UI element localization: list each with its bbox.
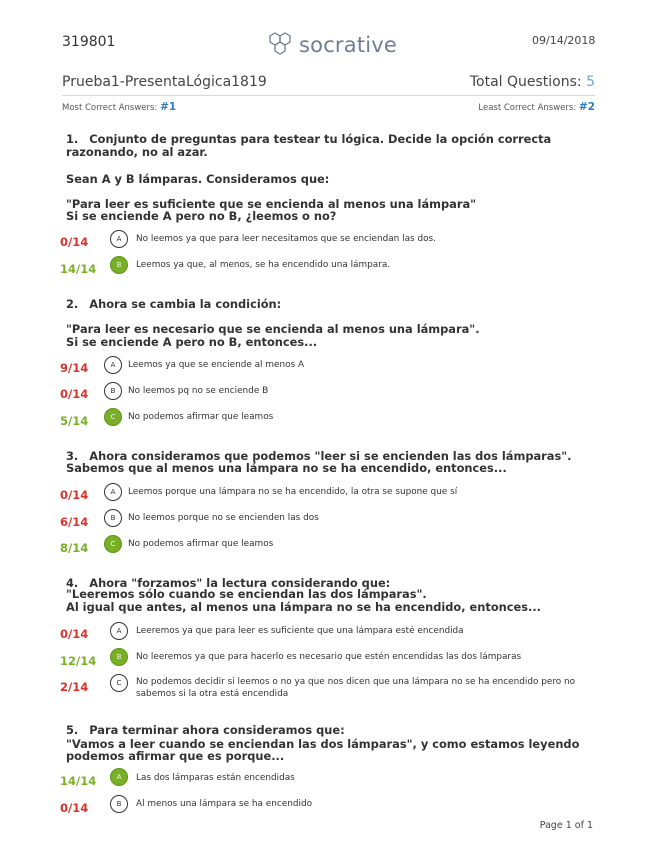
answer-option-text: Las dos lámparas están encendidas (136, 773, 295, 783)
answer-option-text: No podemos afirmar que leamos (128, 412, 274, 422)
answer-count: 14/14 (60, 262, 97, 276)
correct-answer-badge: B (110, 256, 128, 274)
question-number: 1. (66, 132, 79, 146)
answer-option-text: No leemos pq no se enciende B (128, 386, 269, 396)
correct-answer-badge: B (110, 648, 128, 666)
answer-letter-badge: A (110, 230, 128, 248)
question-number: 5. (66, 723, 79, 737)
question-4-line: Al igual que antes, al menos una lámpara no se ha encendido, entonces... (66, 600, 542, 614)
answer-letter-badge: A (104, 356, 122, 374)
answer-letter-badge: B (110, 795, 128, 813)
correct-answer-badge: A (110, 768, 128, 786)
brand-logo (266, 30, 397, 60)
answer-count: 2/14 (60, 680, 89, 694)
page-number: Page 1 of 1 (539, 820, 593, 831)
question-2-text (66, 298, 586, 311)
least-correct-value: #2 (578, 101, 595, 113)
answer-count: 6/14 (60, 515, 89, 529)
question-1-line: Si se enciende A pero no B, ¿leemos o no? (66, 209, 337, 223)
most-correct (62, 101, 176, 113)
answer-letter-badge: C (110, 674, 128, 692)
answer-letter-badge: A (104, 483, 122, 501)
question-3-line: Sabemos que al menos una lámpara no se ha encendido, entonces... (66, 461, 507, 475)
total-label: Total Questions: (469, 74, 582, 90)
answer-count: 0/14 (60, 387, 89, 401)
answer-count: 0/14 (60, 801, 89, 815)
correct-answer-badge: C (104, 535, 122, 553)
question-prompt: Ahora se cambia la condición: (89, 297, 282, 311)
question-number: 4. (66, 576, 79, 590)
answer-count: 0/14 (60, 235, 89, 249)
answer-count: 0/14 (60, 488, 89, 502)
hexagon-logo-icon (266, 30, 296, 60)
header-divider (62, 95, 595, 96)
answer-count: 5/14 (60, 414, 89, 428)
most-correct-value: #1 (160, 101, 177, 113)
question-1-line: Sean A y B lámparas. Consideramos que: (66, 172, 330, 186)
answer-count: 14/14 (60, 774, 97, 788)
answer-option-text: Leemos porque una lámpara no se ha encendido, la otra se supone que sí (128, 487, 458, 497)
answer-option-text: No podemos afirmar que leamos (128, 539, 274, 549)
answer-option-text: Leemos ya que, al menos, se ha encendido una lámpara. (136, 260, 391, 270)
report-id: 319801 (62, 34, 116, 50)
question-prompt: Ahora consideramos que podemos "leer si se encienden las dos lámparas". (89, 449, 572, 463)
most-correct-label: Most Correct Answers: (62, 103, 158, 113)
answer-count: 0/14 (60, 627, 89, 641)
answer-option-text: Al menos una lámpara se ha encendido (136, 799, 313, 809)
question-2-line: Si se enciende A pero no B, entonces... (66, 335, 318, 349)
answer-count: 9/14 (60, 361, 89, 375)
answer-option-text: Leemos ya que se enciende al menos A (128, 360, 305, 370)
question-5-line: "Vamos a leer cuando se enciendan las dos lámparas", y como estamos leyendo podemos afirmar que es porque... (66, 737, 580, 763)
answer-letter-badge: A (110, 622, 128, 640)
report-date: 09/14/2018 (532, 34, 596, 47)
answer-option-text: No podemos decidir si leemos o no ya que nos dicen que una lámpara no se ha encendido pero no sabemos si la otra está encendida (136, 677, 576, 699)
total-value: 5 (586, 74, 595, 90)
question-prompt: Conjunto de preguntas para testear tu lógica. Decide la opción correcta razonando, no al azar. (66, 132, 552, 159)
question-prompt: Para terminar ahora consideramos que: (89, 723, 345, 737)
total-questions (470, 74, 595, 90)
question-number: 2. (66, 297, 79, 311)
answer-count: 12/14 (60, 654, 97, 668)
answer-letter-badge: B (104, 382, 122, 400)
answer-option-text: No leemos ya que para leer necesitamos que se enciendan las dos. (136, 234, 436, 244)
answer-option-text: No leeremos ya que para hacerlo es necesario que estén encendidas las dos lámparas (136, 652, 522, 662)
question-5-text (66, 724, 586, 737)
least-correct-label: Least Correct Answers: (478, 103, 577, 113)
question-1-line: "Para leer es suficiente que se encienda al menos una lámpara" (66, 197, 477, 211)
answer-count: 8/14 (60, 541, 89, 555)
question-4-line: "Leeremos sólo cuando se enciendan las dos lámparas". (66, 587, 427, 601)
answer-letter-badge: B (104, 509, 122, 527)
brand-name: socrative (299, 33, 398, 57)
answer-option-text: Leeremos ya que para leer es suficiente que una lámpara esté encendida (136, 626, 464, 636)
least-correct (478, 101, 595, 113)
quiz-title: Prueba1-PresentaLógica1819 (62, 74, 267, 90)
answer-option-text: No leemos porque no se encienden las dos (128, 513, 319, 523)
question-number: 3. (66, 449, 79, 463)
correct-answer-badge: C (104, 408, 122, 426)
question-prompt: Ahora "forzamos" la lectura considerando que: (89, 576, 391, 590)
question-1-text (66, 133, 586, 158)
question-2-line: "Para leer es necesario que se encienda al menos una lámpara". (66, 322, 480, 336)
